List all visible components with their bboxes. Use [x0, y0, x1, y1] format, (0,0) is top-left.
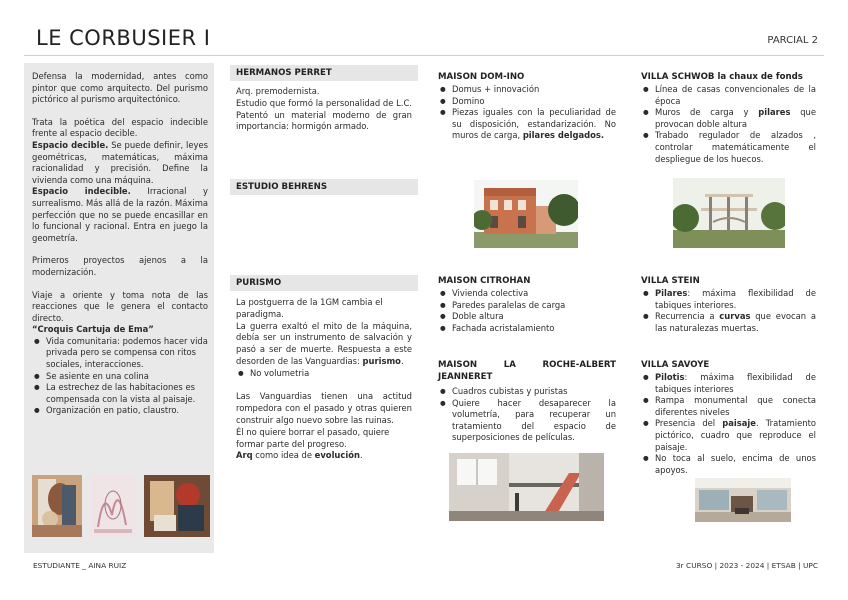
purist-painting-thumbnail-1 — [32, 475, 82, 537]
perret-line-2: Estudio que formó la personalidad de L.C. Patentó un material moderno de gran importancia: hormigón armado. — [236, 97, 412, 132]
espacio-indecible-term: Espacio indecible. — [32, 186, 131, 197]
list-item: ● Vida comunitaria: podemos hacer vida privada pero se compensa con ritos sociales, interacciones. — [32, 336, 208, 371]
savoye-list — [641, 372, 816, 476]
list-item: ● Línea de casas convencionales de la época — [641, 84, 816, 107]
list-item: ● Vivienda colectiva — [438, 288, 616, 300]
domino-item3-text: Piezas iguales con la peculiaridad de su disposición, estandarización. No muros de carga, — [452, 107, 616, 141]
footer-course: 3r CURSO | 2023 - 2024 | ETSAB | UPC — [675, 561, 818, 570]
purismo-p5-end: . — [359, 450, 363, 461]
stein-item2-a: Recurrencia a — [655, 311, 720, 322]
pilares-term: pilares — [758, 107, 791, 118]
schwob-item2-a: Muros de carga y — [655, 107, 759, 118]
heading-maison-citrohan: MAISON CITROHAN — [438, 276, 531, 286]
list-item: ● Domino — [438, 96, 616, 108]
purismo-p2-end: . — [400, 355, 404, 366]
heading-estudio-behrens: ESTUDIO BEHRENS — [230, 179, 418, 195]
list-item — [641, 311, 816, 334]
purismo-p4: Él no quiere borrar el pasado, quiere formar parte del progreso. — [236, 426, 390, 449]
list-item: ● No toca al suelo, encima de unos apoyos. — [641, 453, 816, 476]
purismo-p5 — [236, 450, 412, 462]
list-item: ● Rampa monumental que conecta diferentes niveles — [641, 395, 816, 418]
heading-villa-stein: VILLA STEIN — [641, 276, 700, 286]
purismo-p2 — [236, 321, 412, 368]
espacio-decible-text: Se puede definir, leyes geométricas, matemáticas, máxima racionalidad y precisión. Define la vivienda como una máquina. — [32, 139, 208, 185]
list-item: ● Se asiente en una colina — [32, 371, 208, 383]
list-item: ● Cuadros cubistas y puristas — [438, 386, 616, 398]
footer-student: ESTUDIANTE _ AINA RUIZ — [33, 561, 127, 570]
list-item — [438, 107, 616, 142]
citrohan-list — [438, 288, 616, 334]
sidebar-text — [32, 71, 208, 417]
list-item: ● Trabado regulador de alzados , controlar matemáticamente el despliegue de los huecos. — [641, 130, 816, 165]
pilares-stein-term: Pilares — [655, 288, 688, 298]
list-item: ● Doble altura — [438, 311, 616, 323]
sidebar-viaje: Viaje a oriente y toma nota de las reacciones que le genera el contacto directo. — [32, 289, 208, 323]
list-item: ● Organización en patio, claustro. — [32, 405, 208, 417]
heading-villa-schwob: VILLA SCHWOB la chaux de fonds — [641, 72, 803, 82]
perret-text — [236, 86, 412, 133]
schwob-item2-c: que provocan doble altura — [655, 107, 816, 129]
roche-list — [438, 386, 616, 444]
maison-la-roche-photo — [449, 453, 604, 521]
sidebar-thumbnails — [32, 475, 210, 537]
list-item: ● La estrechez de las habitaciones es compensada con la vista al paisaje. — [32, 382, 208, 405]
list-item: ● Paredes paralelas de carga — [438, 300, 616, 312]
list-item — [641, 418, 816, 453]
espacio-decible-term: Espacio decible. — [32, 139, 109, 150]
heading-maison-dom-ino: MAISON DOM-INO — [438, 72, 525, 82]
purismo-p3: Las Vanguardias tienen una actitud rompedora con el pasado y otras quieren construir algo nuevo sobre las ruinas. — [236, 391, 412, 425]
purismo-p1: La postguerra de la 1GM cambia el paradigma. — [236, 297, 383, 319]
pilotis-term: Pilotis — [655, 372, 685, 382]
list-item — [641, 107, 816, 130]
stein-item1-text: : máxima flexibilidad de tabiques interiores. — [655, 288, 816, 310]
purist-painting-thumbnail-2 — [90, 475, 136, 537]
curvas-term: curvas — [719, 311, 751, 322]
sidebar-espacio — [32, 117, 208, 245]
sidebar-quote — [32, 324, 208, 336]
page-title: LE CORBUSIER I — [36, 26, 211, 50]
espacio-indecible-text: Irracional y surrealismo. Más allá de la razón. Máxima perfección que no se puede encasillar en lo funcional y racional. Entra en juego la geometría. — [32, 186, 208, 243]
list-item — [641, 372, 816, 395]
purismo-term: purismo — [362, 355, 401, 366]
sidebar-list — [32, 336, 208, 417]
purismo-p5-text: como idea de — [252, 450, 315, 461]
header-divider — [24, 55, 824, 56]
list-item: ● Fachada acristalamiento — [438, 323, 616, 335]
purismo-list — [236, 368, 412, 380]
list-item — [641, 288, 816, 311]
sidebar-panel — [24, 63, 214, 553]
savoye-item3-c: . Tratamiento pictórico, cuadro que reproduce el paisaje. — [655, 418, 816, 452]
arq-term: Arq — [236, 450, 253, 461]
list-item: ● No volumetria — [236, 368, 412, 380]
villa-savoye-photo — [695, 478, 791, 522]
savoye-item3-a: Presencia del — [655, 418, 723, 429]
schwob-list — [641, 84, 816, 165]
heading-hermanos-perret: HERMANOS PERRET — [230, 65, 418, 81]
domino-list — [438, 84, 616, 142]
sidebar-primeros: Primeros proyectos ajenos a la modernización. — [32, 255, 208, 277]
heading-purismo: PURISMO — [230, 275, 418, 291]
list-item: ● Domus + innovación — [438, 84, 616, 96]
sidebar-espacio-intro: Trata la poética del espacio indecible frente al espacio decible. — [32, 116, 208, 139]
perret-line-1: Arq. premodernista. — [236, 86, 320, 96]
villa-schwob-photo — [673, 178, 785, 248]
purist-painting-thumbnail-3 — [144, 475, 210, 537]
pilares-delgados-term: pilares delgados. — [522, 130, 605, 141]
evolucion-term: evolución — [314, 450, 360, 461]
stein-item2-c: que evocan a las naturalezas muertas. — [655, 311, 816, 333]
purismo-text — [236, 297, 412, 462]
sidebar-intro: Defensa la modernidad, antes como pintor que como arquitecto. Del purismo pictórico al purismo arquitectónico. — [32, 71, 208, 105]
purismo-p2-text: La guerra exaltó el mito de la máquina, debía ser un instrumento de salvación y pasó a ser de muerte. Respuesta a este desorden de las Vanguardias: — [236, 320, 412, 366]
savoye-item1-text: : máxima flexibilidad de tabiques interiores — [655, 372, 816, 394]
parcial-label: PARCIAL 2 — [767, 35, 818, 46]
maison-dom-ino-photo — [474, 180, 578, 248]
stein-list — [641, 288, 816, 334]
heading-villa-savoye: VILLA SAVOYE — [641, 360, 710, 370]
list-item: ● Quiere hacer desaparecer la volumetría, para recuperar un tratamiento del espacio de superposiciones de películas. — [438, 398, 616, 444]
sidebar-quote-text: “Croquis Cartuja de Ema” — [32, 324, 154, 335]
paisaje-term: paisaje — [722, 418, 756, 429]
heading-maison-la-roche: MAISON LA ROCHE-ALBERT JEANNERET — [438, 360, 616, 382]
